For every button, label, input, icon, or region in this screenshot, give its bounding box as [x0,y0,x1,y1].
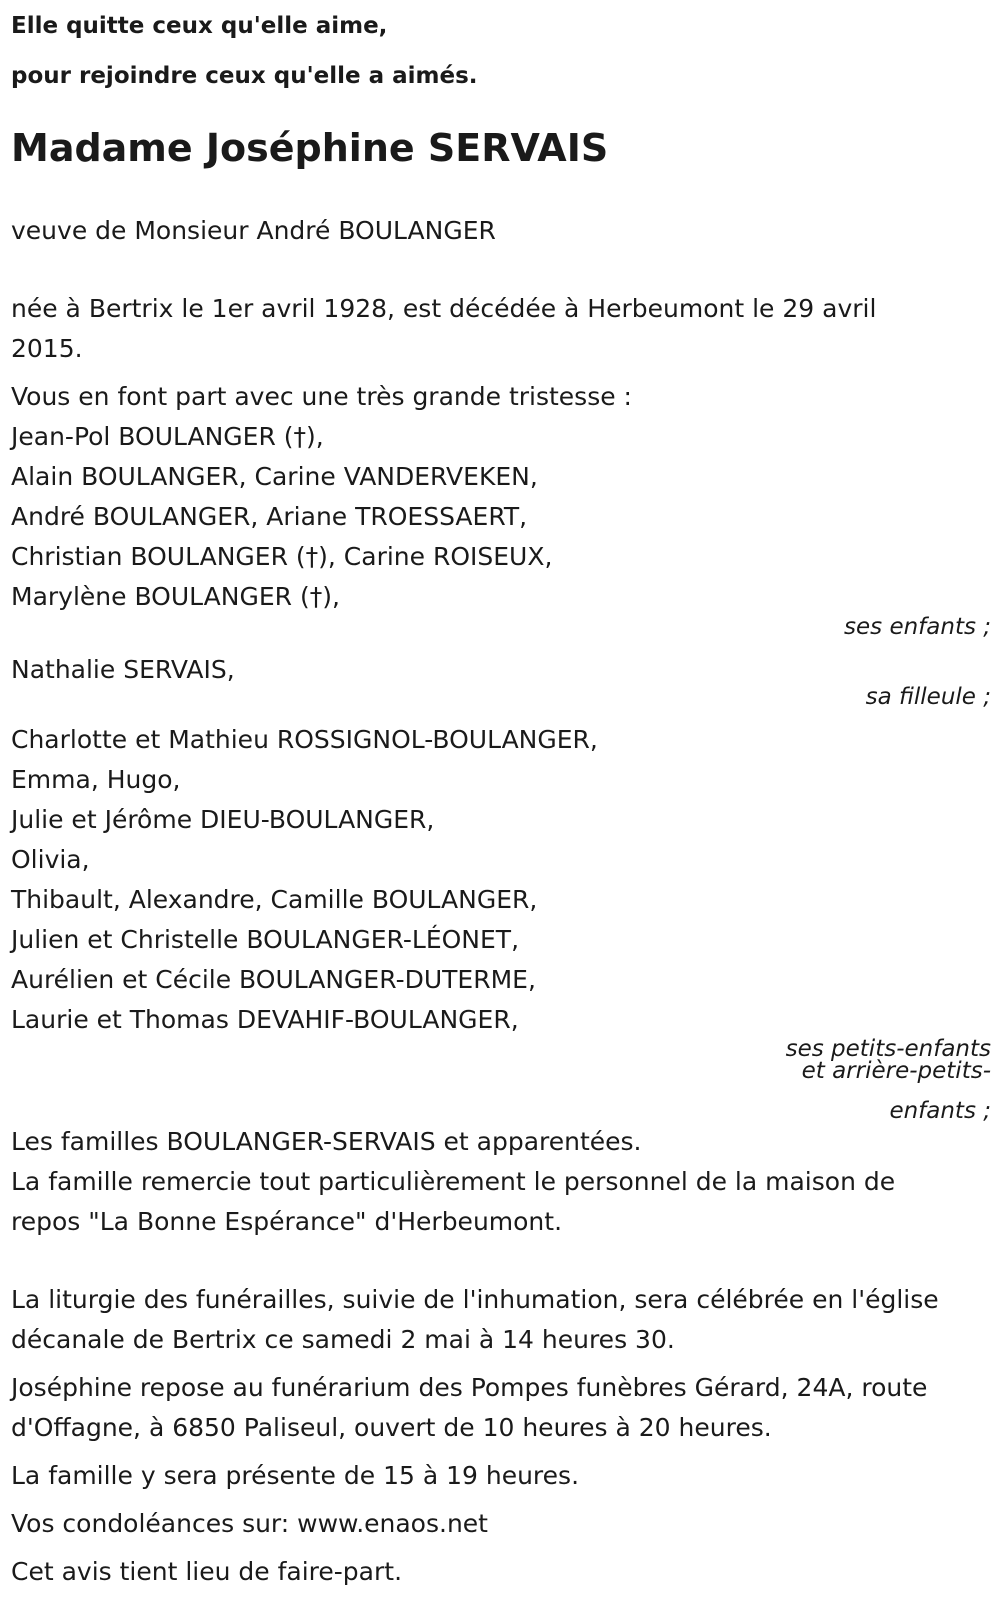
children-role: ses enfants ; [844,614,991,640]
thanks-line-2: repos "La Bonne Espérance" d'Herbeumont. [11,1207,563,1236]
liturgy-line-2: décanale de Bertrix ce samedi 2 mai à 14 heures 30. [11,1325,675,1354]
list-item: Charlotte et Mathieu ROSSIGNOL-BOULANGER, [11,725,598,754]
list-item: Julie et Jérôme DIEU-BOULANGER, [11,805,435,834]
list-item: Aurélien et Cécile BOULANGER-DUTERME, [11,965,536,994]
announcement-intro: Vous en font part avec une très grande tristesse : [11,382,632,411]
family-present: La famille y sera présente de 15 à 19 heures. [11,1461,580,1490]
families-thanks [11,1122,991,1242]
godchild-role: sa filleule ; [865,684,991,710]
list-item: Emma, Hugo, [11,765,181,794]
epigraph-line-1: Elle quitte ceux qu'elle aime, [11,13,388,39]
widow-of: veuve de Monsieur André BOULANGER [11,216,496,245]
list-item: André BOULANGER, Ariane TROESSAERT, [11,502,528,531]
liturgy-line-1: La liturgie des funérailles, suivie de l'inhumation, sera célébrée en l'église [11,1285,939,1314]
grandchildren-role [11,1038,991,1122]
condolences: Vos condoléances sur: www.enaos.net [11,1509,488,1538]
godchild-name: Nathalie SERVAIS, [11,655,235,684]
list-item: Jean-Pol BOULANGER (†), [11,422,324,451]
grandchildren-role-line-1: ses petits-enfants [785,1036,991,1062]
birth-death-line-2: 2015. [11,334,83,363]
list-item: Julien et Christelle BOULANGER-LÉONET, [11,925,520,954]
rests-at-line-1: Joséphine repose au funérarium des Pompes funèbres Gérard, 24A, route [11,1373,928,1402]
rests-at-line-2: d'Offagne, à 6850 Paliseul, ouvert de 10 heures à 20 heures. [11,1413,772,1442]
notice: Cet avis tient lieu de faire-part. [11,1557,403,1586]
birth-death [11,289,991,369]
rests-at [11,1368,991,1448]
thanks-line-1: La famille remercie tout particulièrement le personnel de la maison de [11,1167,896,1196]
grandchildren-role-line-3: enfants ; [889,1098,991,1124]
liturgy [11,1280,991,1360]
children-section [11,377,991,617]
godchild-section [11,650,991,690]
list-item: Laurie et Thomas DEVAHIF-BOULANGER, [11,1005,519,1034]
families: Les familles BOULANGER-SERVAIS et apparentées. [11,1127,642,1156]
obituary-notice [11,0,991,1592]
grandchildren-role-line-2: et arrière-petits- [801,1058,991,1084]
epigraph-line-2: pour rejoindre ceux qu'elle a aimés. [11,63,478,89]
list-item: Marylène BOULANGER (†), [11,582,340,611]
deceased-name: Madame Joséphine SERVAIS [11,126,609,170]
grandchildren-section [11,720,991,1040]
birth-death-line-1: née à Bertrix le 1er avril 1928, est décédée à Herbeumont le 29 avril [11,294,877,323]
list-item: Alain BOULANGER, Carine VANDERVEKEN, [11,462,538,491]
epigraph [11,0,991,101]
list-item: Olivia, [11,845,90,874]
list-item: Christian BOULANGER (†), Carine ROISEUX, [11,542,553,571]
list-item: Thibault, Alexandre, Camille BOULANGER, [11,885,538,914]
